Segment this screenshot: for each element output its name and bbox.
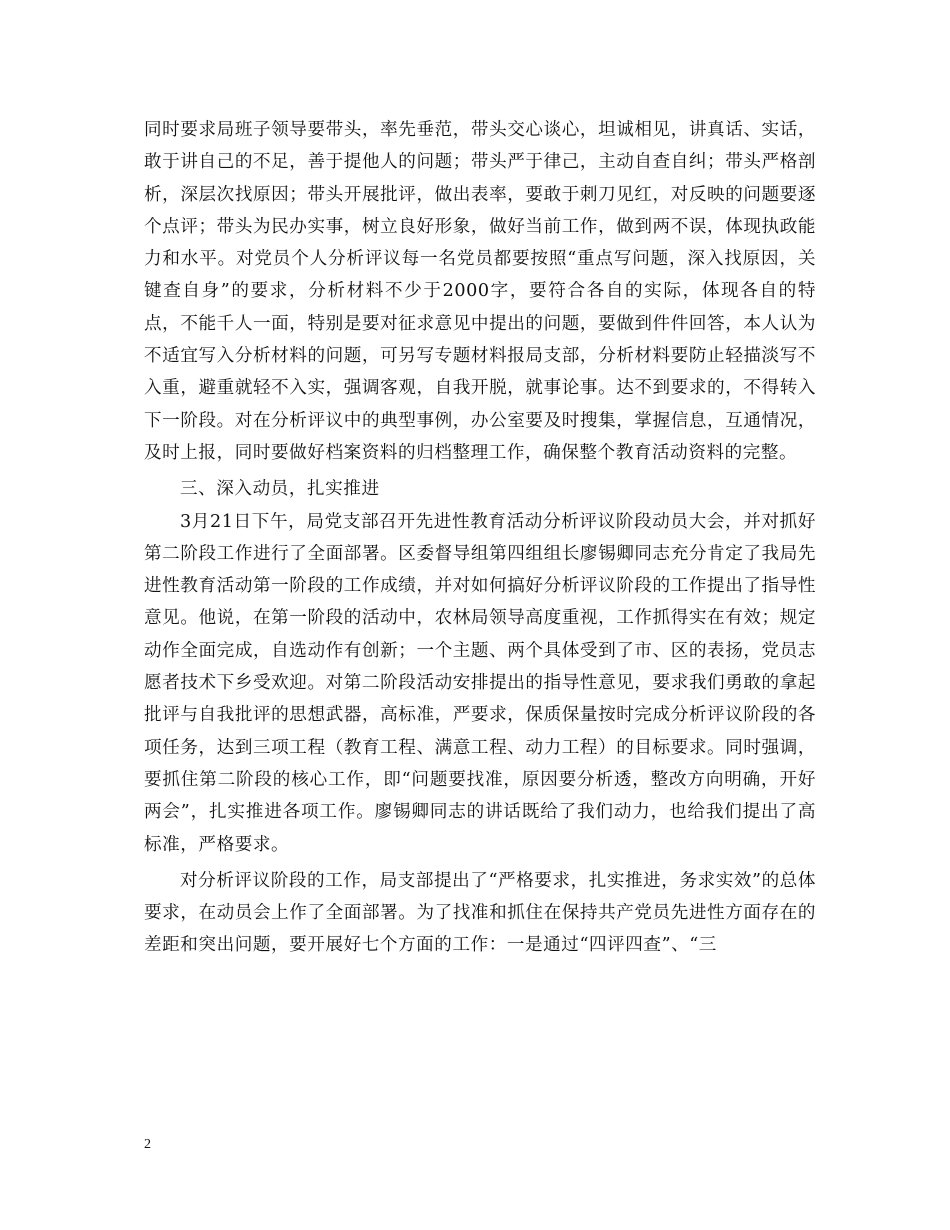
page-number: 2 <box>144 1137 151 1152</box>
paragraph-3: 对分析评议阶段的工作，局支部提出了“严格要求，扎实推进，务求实效”的总体要求，在动员会上作了全面部署。为了找准和抓住在保持共产党员先进性方面存在的差距和突出问题，要开展好七个方面的工作：一是通过“四评四查”、“三 <box>144 870 816 956</box>
section-heading: 三、深入动员，扎实推进 <box>180 479 380 500</box>
body-text <box>144 114 816 962</box>
paragraph-2: 3月21日下午，局党支部召开先进性教育活动分析评议阶段动员大会，并对抓好第二阶段工作进行了全面部署。区委督导组第四组组长廖锡卿同志充分肯定了我局先进性教育活动第一阶段的工作成绩，并对如何搞好分析评议阶段的工作提出了指导性意见。他说，在第一阶段的活动中，农林局领导高度重视，工作抓得实在有效；规定动作全面完成，自选动作有创新；一个主题、两个具体受到了市、区的表扬，党员志愿者技术下乡受欢迎。对第二阶段活动安排提出的指导性意见，要求我们勇敢的拿起批评与自我批评的思想武器，高标准，严要求，保质保量按时完成分析评议阶段的各项任务，达到三项工程（教育工程、满意工程、动力工程）的目标要求。同时强调，要抓住第二阶段的核心工作，即“问题要找准，原因要分析透，整改方向明确，开好两会”，扎实推进各项工作。廖锡卿同志的讲话既给了我们动力，也给我们提出了高标准，严格要求。 <box>144 511 816 855</box>
paragraph-1: 同时要求局班子领导要带头，率先垂范，带头交心谈心，坦诚相见，讲真话、实话，敢于讲自己的不足，善于提他人的问题；带头严于律己，主动自查自纠；带头严格剖析，深层次找原因；带头开展批评，做出表率，要敢于刺刀见红，对反映的问题要逐个点评；带头为民办实事，树立良好形象，做好当前工作，做到两不误，体现执政能力和水平。对党员个人分析评议每一名党员都要按照“重点写问题，深入找原因，关键查自身”的要求，分析材料不少于2000字，要符合各自的实际，体现各自的特点，不能千人一面，特别是要对征求意见中提出的问题，要做到件件回答，本人认为不适宜写入分析材料的问题，可另写专题材料报局支部，分析材料要防止轻描淡写不入重，避重就轻不入实，强调客观，自我开脱，就事论事。达不到要求的，不得转入下一阶段。对在分析评议中的典型事例，办公室要及时搜集，掌握信息，互通情况，及时上报，同时要做好档案资料的归档整理工作，确保整个教育活动资料的完整。 <box>144 120 816 463</box>
